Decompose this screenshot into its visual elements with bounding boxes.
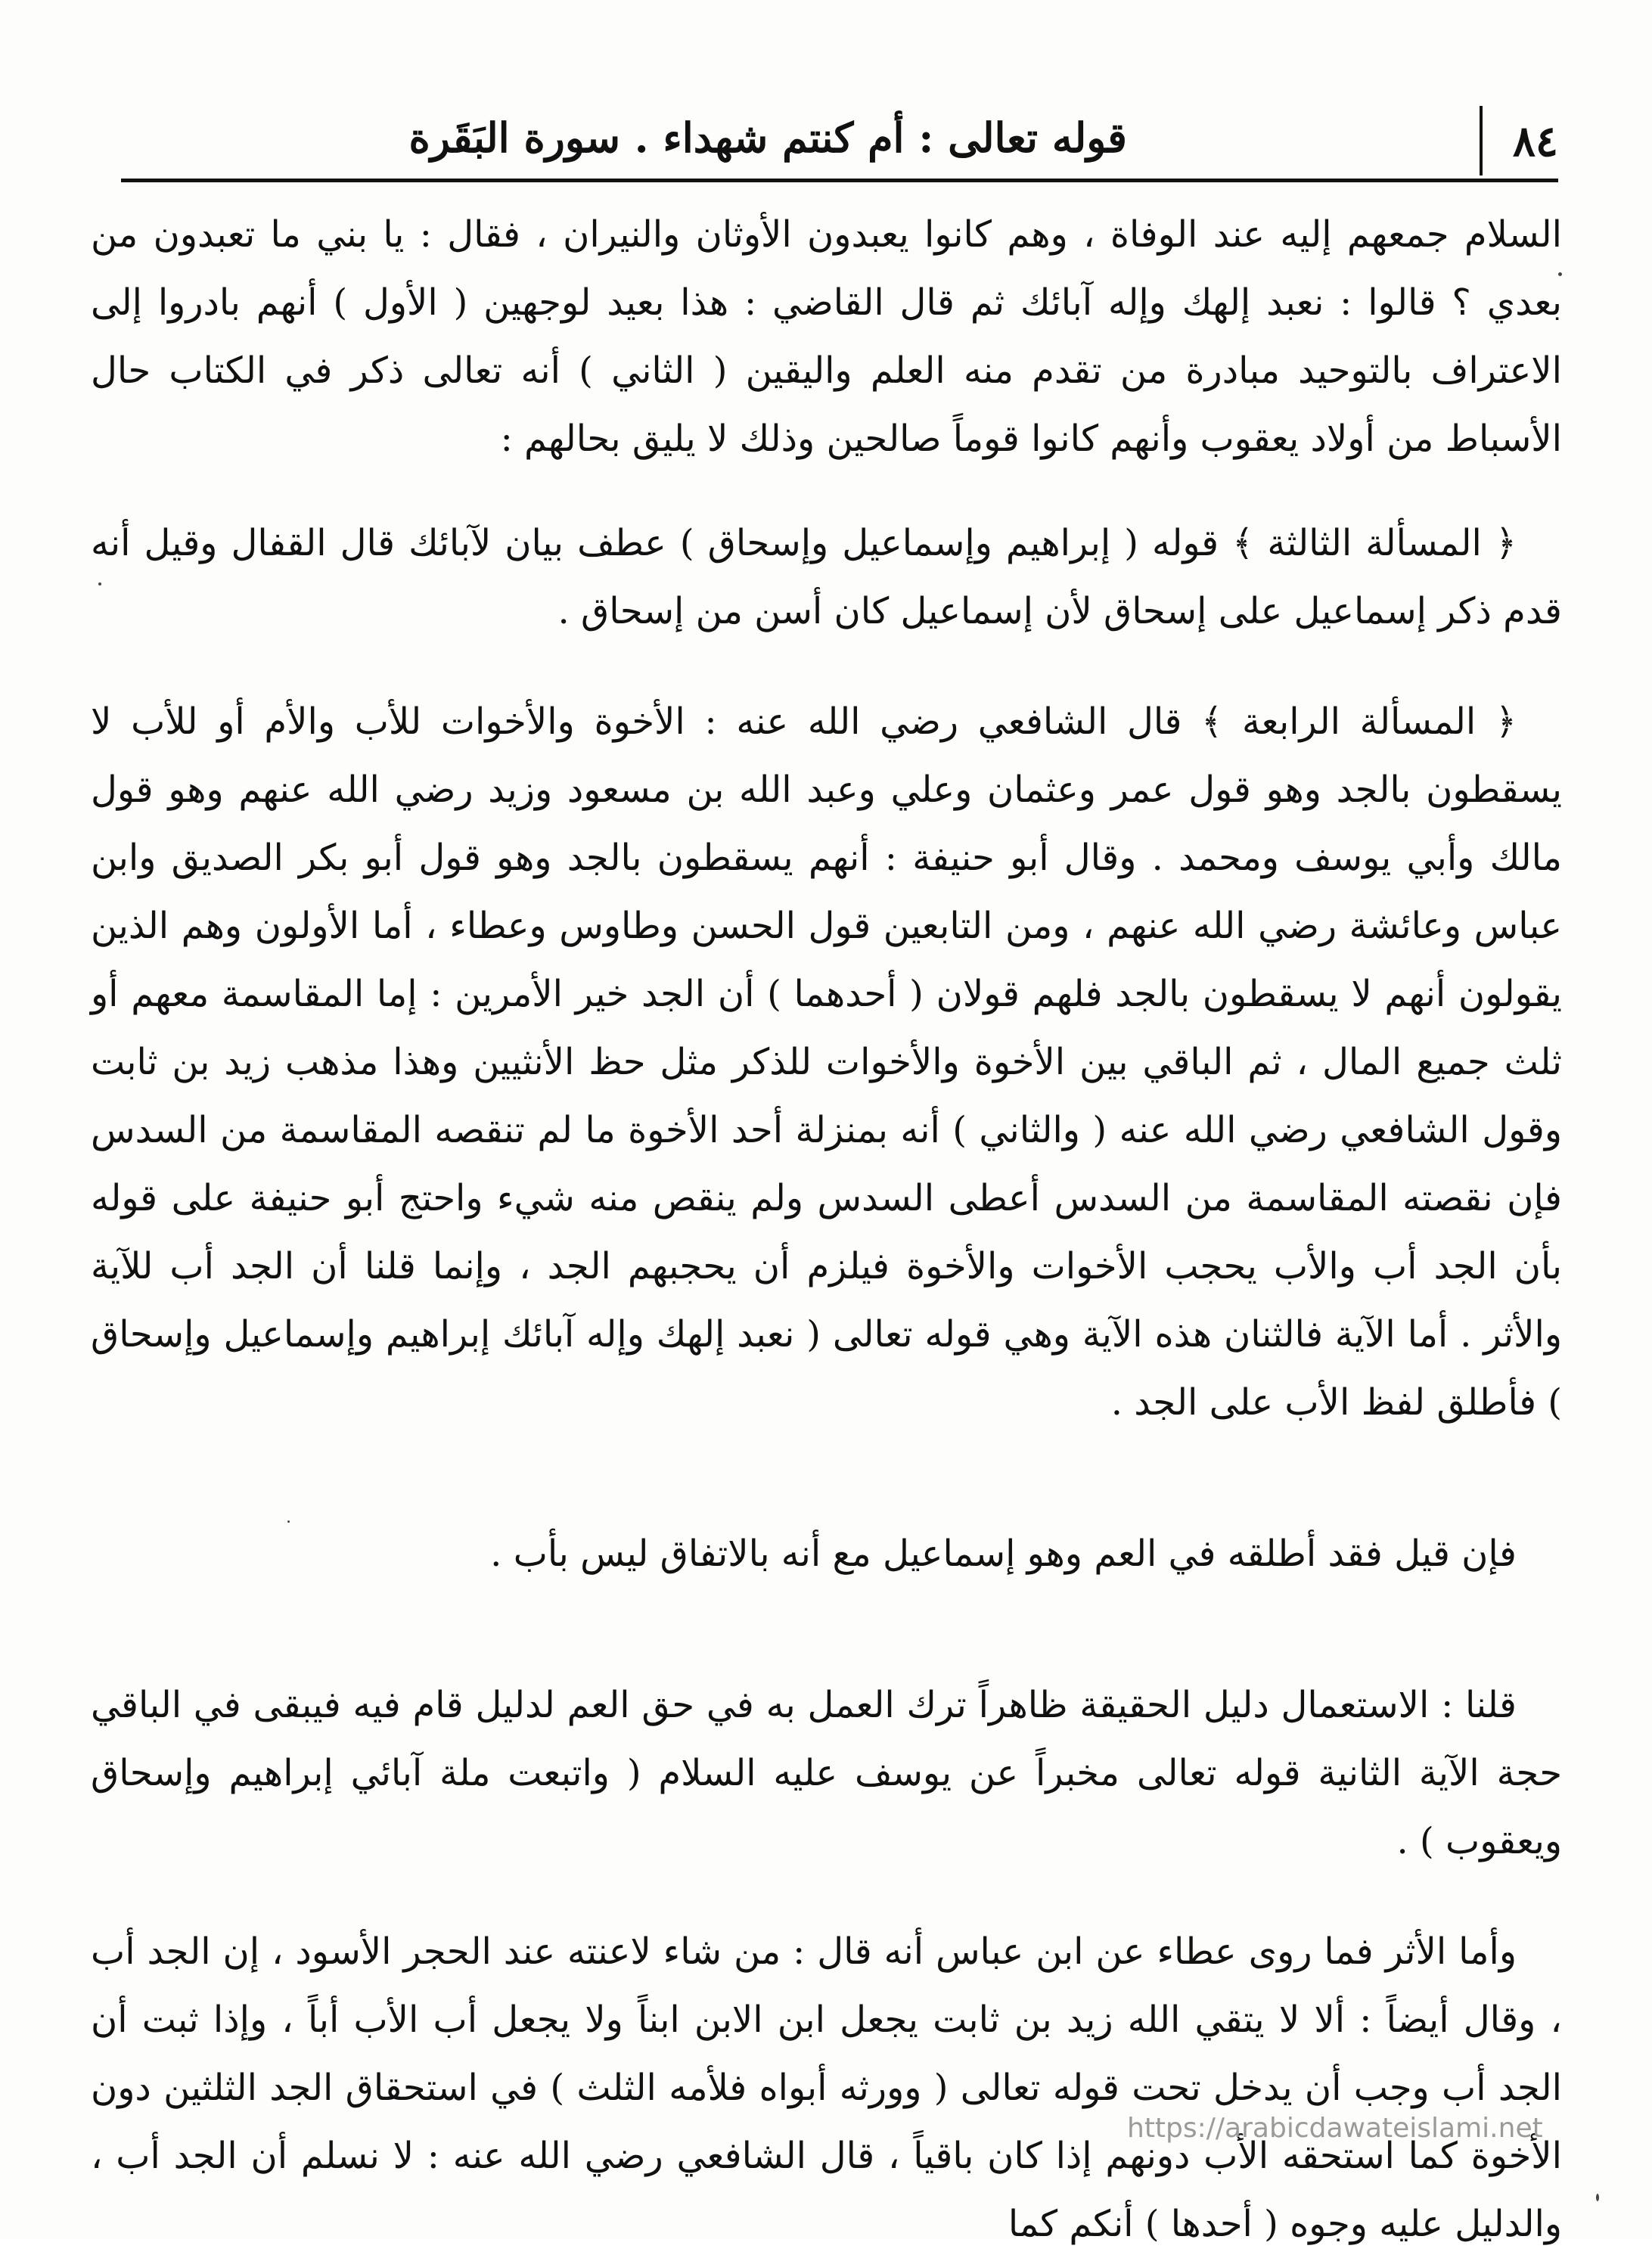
paragraph-2: ﴿ المسألة الثالثة ﴾ قوله ( إبراهيم وإسماعيل وإسحاق ) عطف بيان لآبائك قال القفال وقيل أنه قدم ذكر إسماعيل على إسحاق لأن إسماعيل كان أسن من إسحاق . [91,522,1562,632]
header-rule [121,179,1558,182]
scan-speck [287,1520,290,1523]
scan-speck [1596,2194,1599,2201]
scan-speck [1558,272,1562,276]
paragraph-3: ﴿ المسألة الرابعة ﴾ قال الشافعي رضي الله عنه : الأخوة والأخوات للأب والأم أو للأب لا يسقطون بالجد وهو قول عمر وعثمان وعلي وعبد الله بن مسعود وزيد رضي الله عنهم وهو قول مالك وأبي يوسف ومحمد . وقال أبو حنيفة : أنهم يسقطون بالجد وهو قول أبو بكر الصديق وابن عباس وعائشة رضي الله عنهم ، ومن التابعين قول الحسن وطاوس وعطاء ، أما الأولون وهم الذين يقولون أنهم لا يسقطون بالجد فلهم قولان ( أحدهما ) أن الجد خير الأمرين : إما المقاسمة معهم أو ثلث جميع المال ، ثم الباقي بين الأخوة والأخوات للذكر مثل حظ الأنثيين وهذا مذهب زيد بن ثابت وقول الشافعي رضي الله عنه ( والثاني ) أنه بمنزلة أحد الأخوة ما لم تنقصه المقاسمة من السدس فإن نقصته المقاسمة من السدس أعطى السدس ولم ينقص منه شيء واحتج أبو حنيفة على قوله بأن الجد أب والأب يحجب الأخوات والأخوة فيلزم أن يحجبهم الجد ، وإنما قلنا أن الجد أب للآية والأثر . أما الآية فالثنان هذه الآية وهي قوله تعالى ( نعبد إلهك وإله آبائك إبراهيم وإسماعيل وإسحاق ) فأطلق لفظ الأب على الجد . [91,700,1563,1424]
paragraph-6: وأما الأثر فما روى عطاء عن ابن عباس أنه قال : من شاء لاعنته عند الحجر الأسود ، إن الجد أب ، وقال أيضاً : ألا لا يتقي الله زيد بن ثابت يجعل ابن الابن ابناً ولا يجعل أب الأب أباً ، وإذا ثبت أن الجد أب وجب أن يدخل تحت قوله تعالى ( وورثه أبواه فلأمه الثلث ) في استحقاق الجد الثلثين دون الأخوة كما استحقه الأب دونهم إذا كان باقياً ، قال الشافعي رضي الله عنه : لا نسلم أن الجد أب ، والدليل عليه وجوه ( أحدها ) أنكم كما [91,1930,1562,2245]
paragraph-5: قلنا : الاستعمال دليل الحقيقة ظاهراً ترك العمل به في حق العم لدليل قام فيه فيبقى في الباقي حجة الآية الثانية قوله تعالى مخبراً عن يوسف عليه السلام ( واتبعت ملة آبائي إبراهيم وإسحاق ويعقوب ) . [91,1684,1562,1862]
paragraph-4: فإن قيل فقد أطلقه في العم وهو إسماعيل مع أنه بالاتفاق ليس بأب . [490,1533,1517,1575]
scan-speck [98,582,101,585]
watermark-url: https://arabicdawateislami.net [1127,2113,1543,2144]
header-divider [1480,106,1483,175]
paragraph-1: السلام جمعهم إليه عند الوفاة ، وهم كانوا يعبدون الأوثان والنيران ، فقال : يا بني ما تعبدون من بعدي ؟ قالوا : نعبد إلهك وإله آبائك ثم قال القاضي : هذا بعيد لوجهين ( الأول ) أنهم بادروا إلى الاعتراف بالتوحيد مبادرة من تقدم منه العلم واليقين ( الثاني ) أنه تعالى ذكر في الكتاب حال الأسباط من أولاد يعقوب وأنهم كانوا قوماً صالحين وذلك لا يليق بحالهم : [91,213,1562,460]
page-body [91,200,1562,2258]
page-header [113,106,1558,182]
running-title: قوله تعالى : أم كنتم شهداء . سورة البَقَرة [408,113,1127,162]
page-number: ٨٤ [1512,116,1558,166]
